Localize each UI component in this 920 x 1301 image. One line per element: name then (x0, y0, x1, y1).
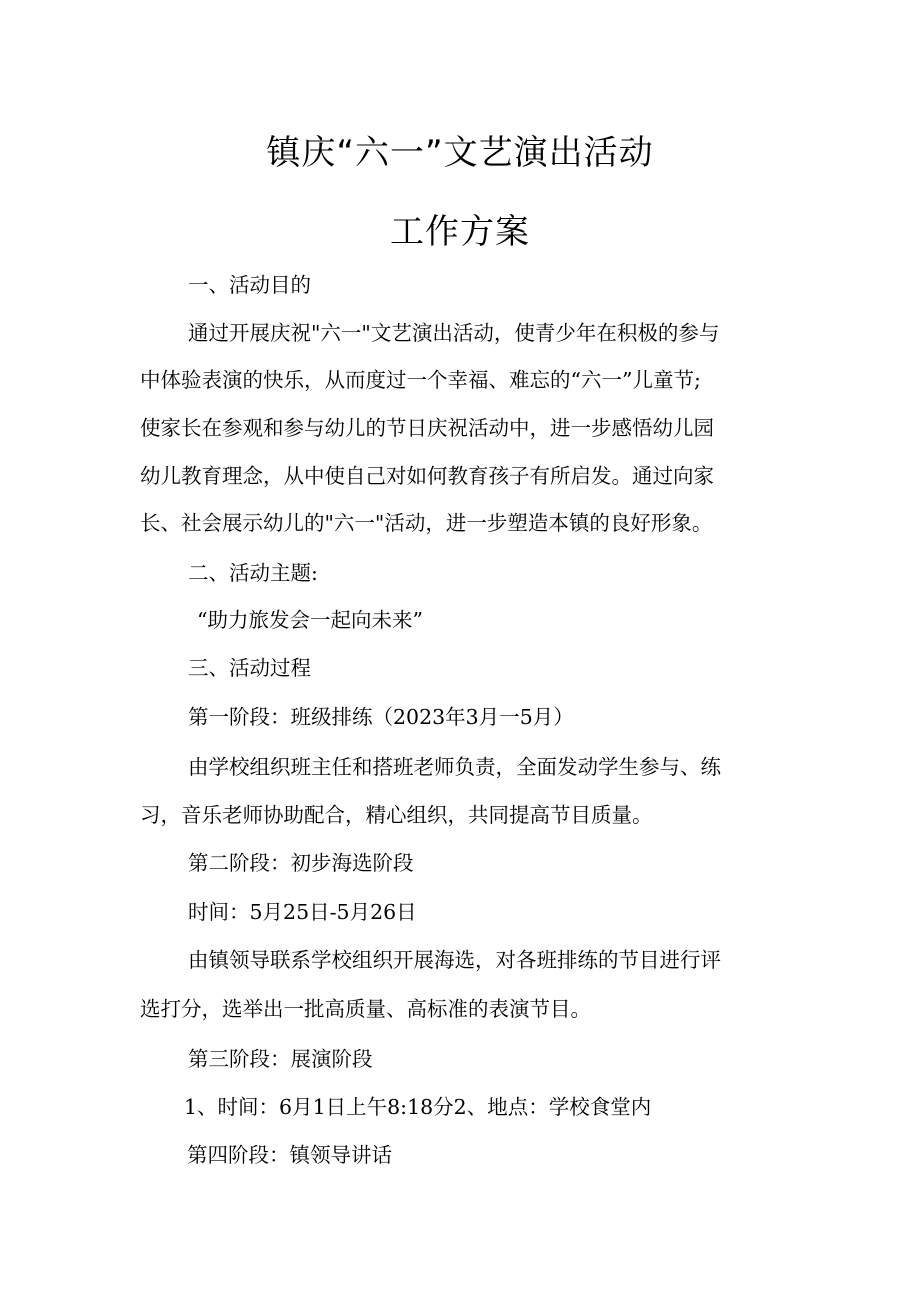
paragraph-line: 习，音乐老师协助配合，精心组织，共同提高节目质量。 (140, 803, 653, 827)
paragraph-line: 中体验表演的快乐，从而度过一个幸福、难忘的“六一”儿童节; (140, 368, 701, 392)
section-heading-theme: 二、活动主题: (188, 561, 318, 585)
section-heading-process: 三、活动过程 (188, 656, 311, 680)
paragraph-line: 长、社会展示幼儿的"六一"活动，进一步塑造本镇的良好形象。 (140, 511, 713, 535)
document-title-line-2: 工作方案 (390, 212, 530, 252)
paragraph-line: 通过开展庆祝"六一"文艺演出活动，使青少年在积极的参与 (188, 321, 720, 345)
stage-2-time: 时间：5月25日-5月26日 (188, 900, 417, 924)
paragraph-line: 使家长在参观和参与幼儿的节日庆祝活动中，进一步感悟幼儿园 (140, 416, 714, 440)
paragraph-line: 幼儿教育理念，从中使自己对如何教育孩子有所启发。通过向家 (140, 464, 714, 488)
theme-slogan: “助力旅发会一起向未来” (197, 608, 423, 632)
paragraph-line: 选打分，选举出一批高质量、高标准的表演节目。 (140, 997, 591, 1021)
section-heading-purpose: 一、活动目的 (188, 273, 311, 297)
paragraph-line: 由学校组织班主任和搭班老师负责，全面发动学生参与、练 (188, 755, 721, 779)
stage-3-heading: 第三阶段：展演阶段 (188, 1047, 373, 1071)
stage-4-heading: 第四阶段：镇领导讲话 (187, 1143, 392, 1167)
stage-2-heading: 第二阶段：初步海选阶段 (188, 851, 414, 875)
paragraph-line: 由镇领导联系学校组织开展海选，对各班排练的节目进行评 (188, 948, 721, 972)
stage-1-heading: 第一阶段：班级排练（2023年3月一5月） (188, 705, 574, 729)
document-title-line-1: 镇庆“六一”文艺演出活动 (266, 133, 654, 173)
stage-3-time-location: 1、时间：6月1日上午8:18分2、地点：学校食堂内 (184, 1095, 652, 1119)
